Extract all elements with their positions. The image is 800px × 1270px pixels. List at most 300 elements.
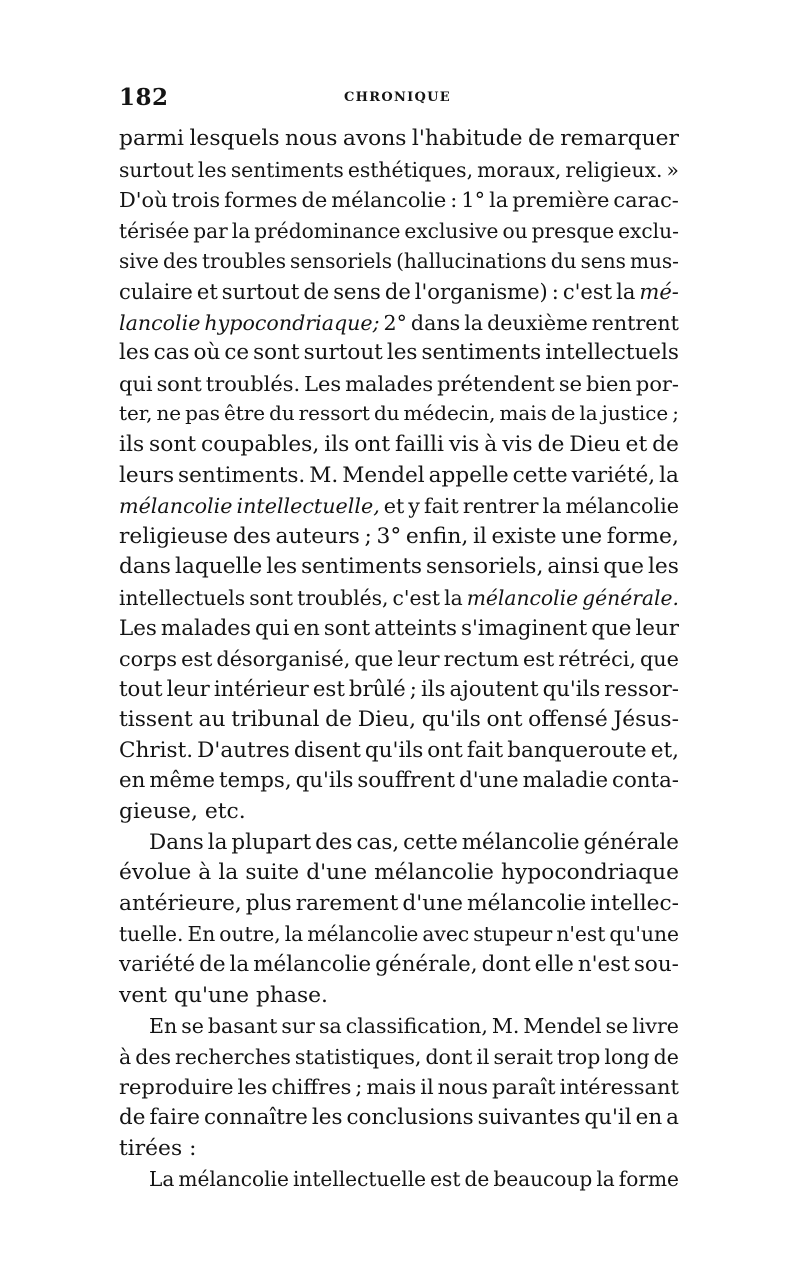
word: mélancolie — [253, 952, 372, 978]
word: d'une — [306, 860, 368, 886]
word: basant — [207, 1014, 278, 1039]
word: dans — [410, 310, 461, 335]
text-line — [119, 828, 679, 859]
word: recherches — [174, 1044, 291, 1069]
word: les — [386, 340, 418, 366]
word: classification, — [345, 1014, 488, 1039]
word: plupart — [231, 829, 312, 855]
word: ils — [324, 431, 350, 457]
word: d'une — [402, 890, 464, 916]
text-line — [119, 583, 679, 614]
word: nous — [437, 1075, 489, 1100]
word: se — [181, 1014, 204, 1039]
word: que — [354, 647, 394, 672]
word: : — [551, 278, 559, 304]
word: du — [373, 402, 400, 426]
text-line — [119, 308, 679, 339]
word: La — [149, 1167, 175, 1192]
word: qu'ils — [542, 676, 601, 702]
word: conclusions — [346, 1105, 474, 1130]
word: (hallucinations — [396, 249, 547, 274]
word: la — [489, 188, 509, 213]
word: par — [193, 218, 228, 243]
word: et, — [650, 737, 679, 763]
word: que — [640, 647, 679, 672]
word: dont — [425, 1044, 473, 1069]
word: de — [384, 278, 411, 304]
word: paraît — [492, 1075, 556, 1100]
text-line — [119, 889, 679, 920]
text-line — [119, 919, 679, 950]
word: se — [605, 1014, 629, 1039]
word: enfin, — [405, 523, 469, 549]
word: D'où — [119, 188, 168, 213]
word: de — [325, 707, 352, 733]
word: à — [484, 431, 498, 457]
word: mélancolie — [461, 829, 580, 855]
word: M. — [309, 462, 339, 488]
word: formes — [224, 188, 298, 213]
word: fait — [466, 737, 504, 763]
word: que — [591, 615, 632, 641]
word: En — [149, 1014, 178, 1039]
running-head — [119, 84, 679, 114]
word: Jésus- — [613, 707, 679, 733]
word: qu'ils — [295, 768, 354, 794]
word: c'est — [392, 585, 441, 610]
word: banqueroute — [507, 737, 647, 763]
word: ainsi — [547, 554, 600, 580]
word: une — [561, 523, 603, 549]
word: remarquer — [560, 126, 679, 151]
text-line — [119, 1042, 679, 1073]
text-line — [119, 491, 679, 522]
word: être — [223, 402, 266, 426]
word: souffrent — [357, 768, 456, 794]
word: sentiments — [421, 340, 542, 366]
word: forme, — [606, 523, 679, 549]
word: a — [666, 1105, 679, 1130]
word: variété — [119, 952, 196, 978]
word: presque — [531, 218, 615, 243]
word: médecin, — [403, 402, 496, 426]
word: la — [542, 494, 562, 519]
text-line — [119, 675, 679, 706]
word: avons — [342, 126, 407, 151]
word: M. — [491, 1014, 520, 1039]
word: sont — [253, 340, 300, 366]
text-line — [119, 1072, 679, 1103]
text-line — [119, 522, 679, 553]
word: les — [311, 1105, 343, 1130]
word: avec — [422, 922, 470, 947]
word: connaître — [204, 1105, 308, 1130]
word: mé- — [639, 278, 679, 304]
word: ; — [364, 523, 372, 549]
word: suite — [245, 860, 300, 886]
word: stupeur — [473, 922, 553, 947]
word: tuelle. — [119, 922, 184, 947]
word: etc. — [204, 799, 246, 825]
word: s'imaginent — [461, 615, 588, 641]
word: leur — [635, 615, 679, 641]
word: vis — [448, 431, 480, 457]
word: offensé — [528, 707, 608, 733]
text-line — [119, 338, 679, 369]
word: Christ. — [119, 737, 194, 763]
word: de — [550, 402, 576, 426]
word: 1° — [461, 188, 486, 213]
word: sont — [149, 431, 197, 457]
word: surtout — [119, 157, 194, 182]
text-line — [119, 766, 679, 797]
word: se — [558, 371, 582, 396]
word: surtout — [303, 340, 383, 366]
word: générale — [583, 829, 679, 855]
word: ne — [156, 402, 182, 426]
word: la — [579, 402, 598, 426]
word: leurs — [119, 462, 175, 488]
page-number: 182 — [119, 84, 169, 111]
word: forme — [618, 1167, 679, 1192]
word: lancolie — [119, 310, 201, 335]
word: qu'il — [584, 1105, 632, 1130]
word: hypocondriaque — [500, 860, 679, 886]
word: les — [197, 157, 227, 182]
word: statistiques, — [294, 1044, 422, 1069]
word: vent — [119, 982, 168, 1008]
word: c'est — [562, 278, 613, 304]
word: rétréci, — [558, 647, 636, 672]
word: sont — [323, 615, 371, 641]
word: bien — [585, 371, 632, 396]
word: mélancolie — [119, 494, 233, 519]
text-line — [119, 552, 679, 583]
word: la — [207, 829, 228, 855]
word: ; — [672, 402, 679, 426]
body-text — [119, 124, 679, 1195]
word: sont — [249, 585, 294, 610]
word: de — [537, 431, 565, 457]
word: cette — [512, 462, 568, 488]
word: de — [653, 1044, 679, 1069]
word: la — [284, 922, 304, 947]
word: mais — [499, 402, 547, 426]
word: corps — [119, 647, 178, 672]
running-title: CHRONIQUE — [344, 90, 451, 105]
word: est — [312, 676, 345, 702]
word: lesquels — [189, 126, 280, 151]
text-line — [119, 430, 679, 461]
word: du — [550, 249, 577, 274]
word: antérieure, — [119, 890, 242, 916]
word: Mendel — [342, 462, 425, 488]
word: qu'ils — [364, 737, 424, 763]
word: intellec- — [590, 890, 679, 916]
word: malades — [345, 371, 434, 396]
word: elle — [534, 952, 574, 978]
text-line — [119, 705, 679, 736]
word: à — [119, 1044, 132, 1069]
word: pas — [185, 402, 220, 426]
word: rentrer — [462, 494, 539, 519]
word: maladie — [522, 768, 609, 794]
word: sensoriels, — [426, 554, 544, 580]
word: térisée — [119, 218, 190, 243]
text-line — [119, 614, 679, 645]
word: justice — [601, 402, 669, 426]
word: appelle — [428, 462, 509, 488]
word: des — [232, 523, 271, 549]
word: où — [193, 340, 221, 366]
word: chiffres — [271, 1075, 352, 1100]
word: temps, — [218, 768, 292, 794]
word: il — [472, 523, 487, 549]
word: l'organisme) — [414, 278, 548, 304]
word: intérieur — [213, 676, 309, 702]
word: suivantes — [477, 1105, 581, 1130]
word: qu'ils — [421, 707, 481, 733]
word: des — [315, 829, 353, 855]
word: mélancolie — [466, 585, 579, 610]
word: ils — [119, 431, 145, 457]
word: parmi — [119, 126, 185, 151]
word: ressort — [298, 402, 370, 426]
word: ont — [486, 707, 523, 733]
word: rectum — [443, 647, 519, 672]
word: conta- — [612, 768, 679, 794]
word: nous — [285, 126, 338, 151]
word: ont — [427, 737, 463, 763]
word: cas, — [356, 829, 400, 855]
word: y — [408, 494, 420, 519]
text-line — [119, 185, 679, 216]
word: outre, — [219, 922, 281, 947]
text-line — [119, 858, 679, 889]
word: de — [301, 188, 328, 213]
text-line — [119, 369, 679, 400]
word: la — [616, 278, 636, 304]
word: est — [181, 647, 213, 672]
word: faire — [149, 1105, 201, 1130]
text-line — [119, 277, 679, 308]
word: Dieu, — [357, 707, 417, 733]
word: atteints — [374, 615, 457, 641]
text-line — [119, 1011, 679, 1042]
word: tissent — [119, 707, 193, 733]
word: carac- — [613, 188, 679, 213]
word: à — [198, 860, 212, 886]
word: première — [512, 188, 610, 213]
word: esthétiques, — [347, 157, 474, 182]
word: de — [119, 1105, 146, 1130]
word: la — [231, 218, 251, 243]
word: mélancolie — [307, 922, 419, 947]
word: qu'une — [609, 922, 679, 947]
word: n'est — [577, 952, 630, 978]
word: intellectuelle — [292, 1167, 427, 1192]
word: Les — [304, 371, 342, 396]
word: d'une — [459, 768, 519, 794]
word: des — [162, 249, 198, 274]
word: leur — [397, 647, 440, 672]
word: plus — [245, 890, 292, 916]
word: générale. — [582, 585, 679, 610]
word: leur — [166, 676, 210, 702]
word: : — [189, 1135, 197, 1161]
word: les — [119, 340, 150, 366]
word: sensoriels — [290, 249, 393, 274]
text-line — [119, 1134, 679, 1165]
word: exclusive — [404, 218, 499, 243]
word: de — [199, 952, 226, 978]
word: laquelle — [174, 554, 263, 580]
word: de — [303, 278, 330, 304]
word: fait — [423, 494, 459, 519]
word: existe — [491, 523, 557, 549]
text-line — [119, 155, 679, 186]
word: ter, — [119, 402, 153, 426]
word: malades — [160, 615, 251, 641]
word: sa — [318, 1014, 342, 1039]
word: religieuse — [119, 523, 229, 549]
word: la — [229, 952, 250, 978]
word: Mendel — [523, 1014, 602, 1039]
text-line — [119, 461, 679, 492]
word: ; — [355, 1075, 363, 1100]
text-line — [119, 246, 679, 277]
word: de — [527, 126, 555, 151]
word: sens — [333, 278, 381, 304]
text-line — [119, 1103, 679, 1134]
word: Dieu — [569, 431, 621, 457]
word: vis — [502, 431, 533, 457]
word: phase. — [255, 982, 328, 1008]
text-line — [119, 797, 679, 828]
word: Les — [119, 615, 157, 641]
word: brûlé — [348, 676, 406, 702]
text-line — [119, 216, 679, 247]
word: ou — [502, 218, 528, 243]
text-line — [119, 1164, 679, 1195]
word: les — [237, 1075, 268, 1100]
word: que — [603, 554, 644, 580]
word: intéressant — [559, 1075, 679, 1100]
word: évolue — [119, 860, 192, 886]
word: les — [647, 554, 679, 580]
word: sentiments — [301, 554, 423, 580]
word: deuxième — [487, 310, 588, 335]
word: qu'une — [174, 982, 249, 1008]
word: long — [604, 1044, 650, 1069]
word: ressor- — [604, 676, 679, 702]
word: est — [430, 1167, 461, 1192]
word: D'autres — [197, 737, 290, 763]
word: et — [625, 431, 648, 457]
word: de — [652, 431, 679, 457]
word: surtout — [221, 278, 300, 304]
word: et — [196, 278, 218, 304]
word: religieux. — [565, 157, 663, 182]
word: troublés, — [297, 585, 389, 610]
word: ce — [224, 340, 250, 366]
word: est — [522, 647, 555, 672]
word: tribunal — [231, 707, 320, 733]
text-line — [119, 399, 679, 430]
word: ont — [354, 431, 391, 457]
word: trois — [171, 188, 221, 213]
word: en — [635, 1105, 663, 1130]
word: les — [266, 554, 298, 580]
word: générale, — [375, 952, 478, 978]
word: troublés. — [205, 371, 301, 396]
text-line — [119, 981, 679, 1012]
word: qui — [119, 371, 153, 396]
word: ajoutent — [449, 676, 539, 702]
text-line — [119, 644, 679, 675]
word: il — [476, 1044, 490, 1069]
word: tout — [119, 676, 163, 702]
word: la — [464, 310, 484, 335]
word: reproduire — [119, 1075, 234, 1100]
word: sive — [119, 249, 159, 274]
word: prédominance — [254, 218, 401, 243]
word: 3° — [376, 523, 402, 549]
word: beaucoup — [493, 1167, 593, 1192]
word: de — [464, 1167, 490, 1192]
text-line — [119, 124, 679, 155]
word: Dans — [149, 829, 204, 855]
word: mélancolie — [374, 860, 494, 886]
word: hypocondriaque; — [204, 310, 380, 335]
word: coupables, — [201, 431, 320, 457]
word: il — [420, 1075, 434, 1100]
word: serait — [493, 1044, 553, 1069]
word: mais — [366, 1075, 417, 1100]
word: cas — [153, 340, 190, 366]
word: mélancolie — [565, 494, 679, 519]
word: cette — [403, 829, 458, 855]
word: mélancolie — [331, 188, 447, 213]
word: mus- — [629, 249, 679, 274]
word: ils — [420, 676, 446, 702]
word: mélancolie — [467, 890, 587, 916]
word: failli — [395, 431, 444, 457]
word: l'habitude — [411, 126, 523, 151]
word: dans — [119, 554, 171, 580]
word: livre — [632, 1014, 679, 1039]
word: et — [383, 494, 405, 519]
word: variété, — [571, 462, 656, 488]
word: désorganisé, — [216, 647, 351, 672]
text-line — [119, 950, 679, 981]
word: n'est — [556, 922, 606, 947]
word: en — [119, 768, 146, 794]
word: exclu- — [618, 218, 679, 243]
word: 2° — [383, 310, 407, 335]
word: intellectuels — [119, 585, 246, 610]
word: ; — [409, 676, 417, 702]
word: disent — [293, 737, 361, 763]
word: por- — [635, 371, 679, 396]
word: en — [293, 615, 320, 641]
word: » — [666, 157, 679, 182]
text-line — [119, 736, 679, 767]
word: mélancolie — [178, 1167, 289, 1192]
word: troubles — [201, 249, 286, 274]
word: la — [444, 585, 463, 610]
word: sont — [156, 371, 202, 396]
